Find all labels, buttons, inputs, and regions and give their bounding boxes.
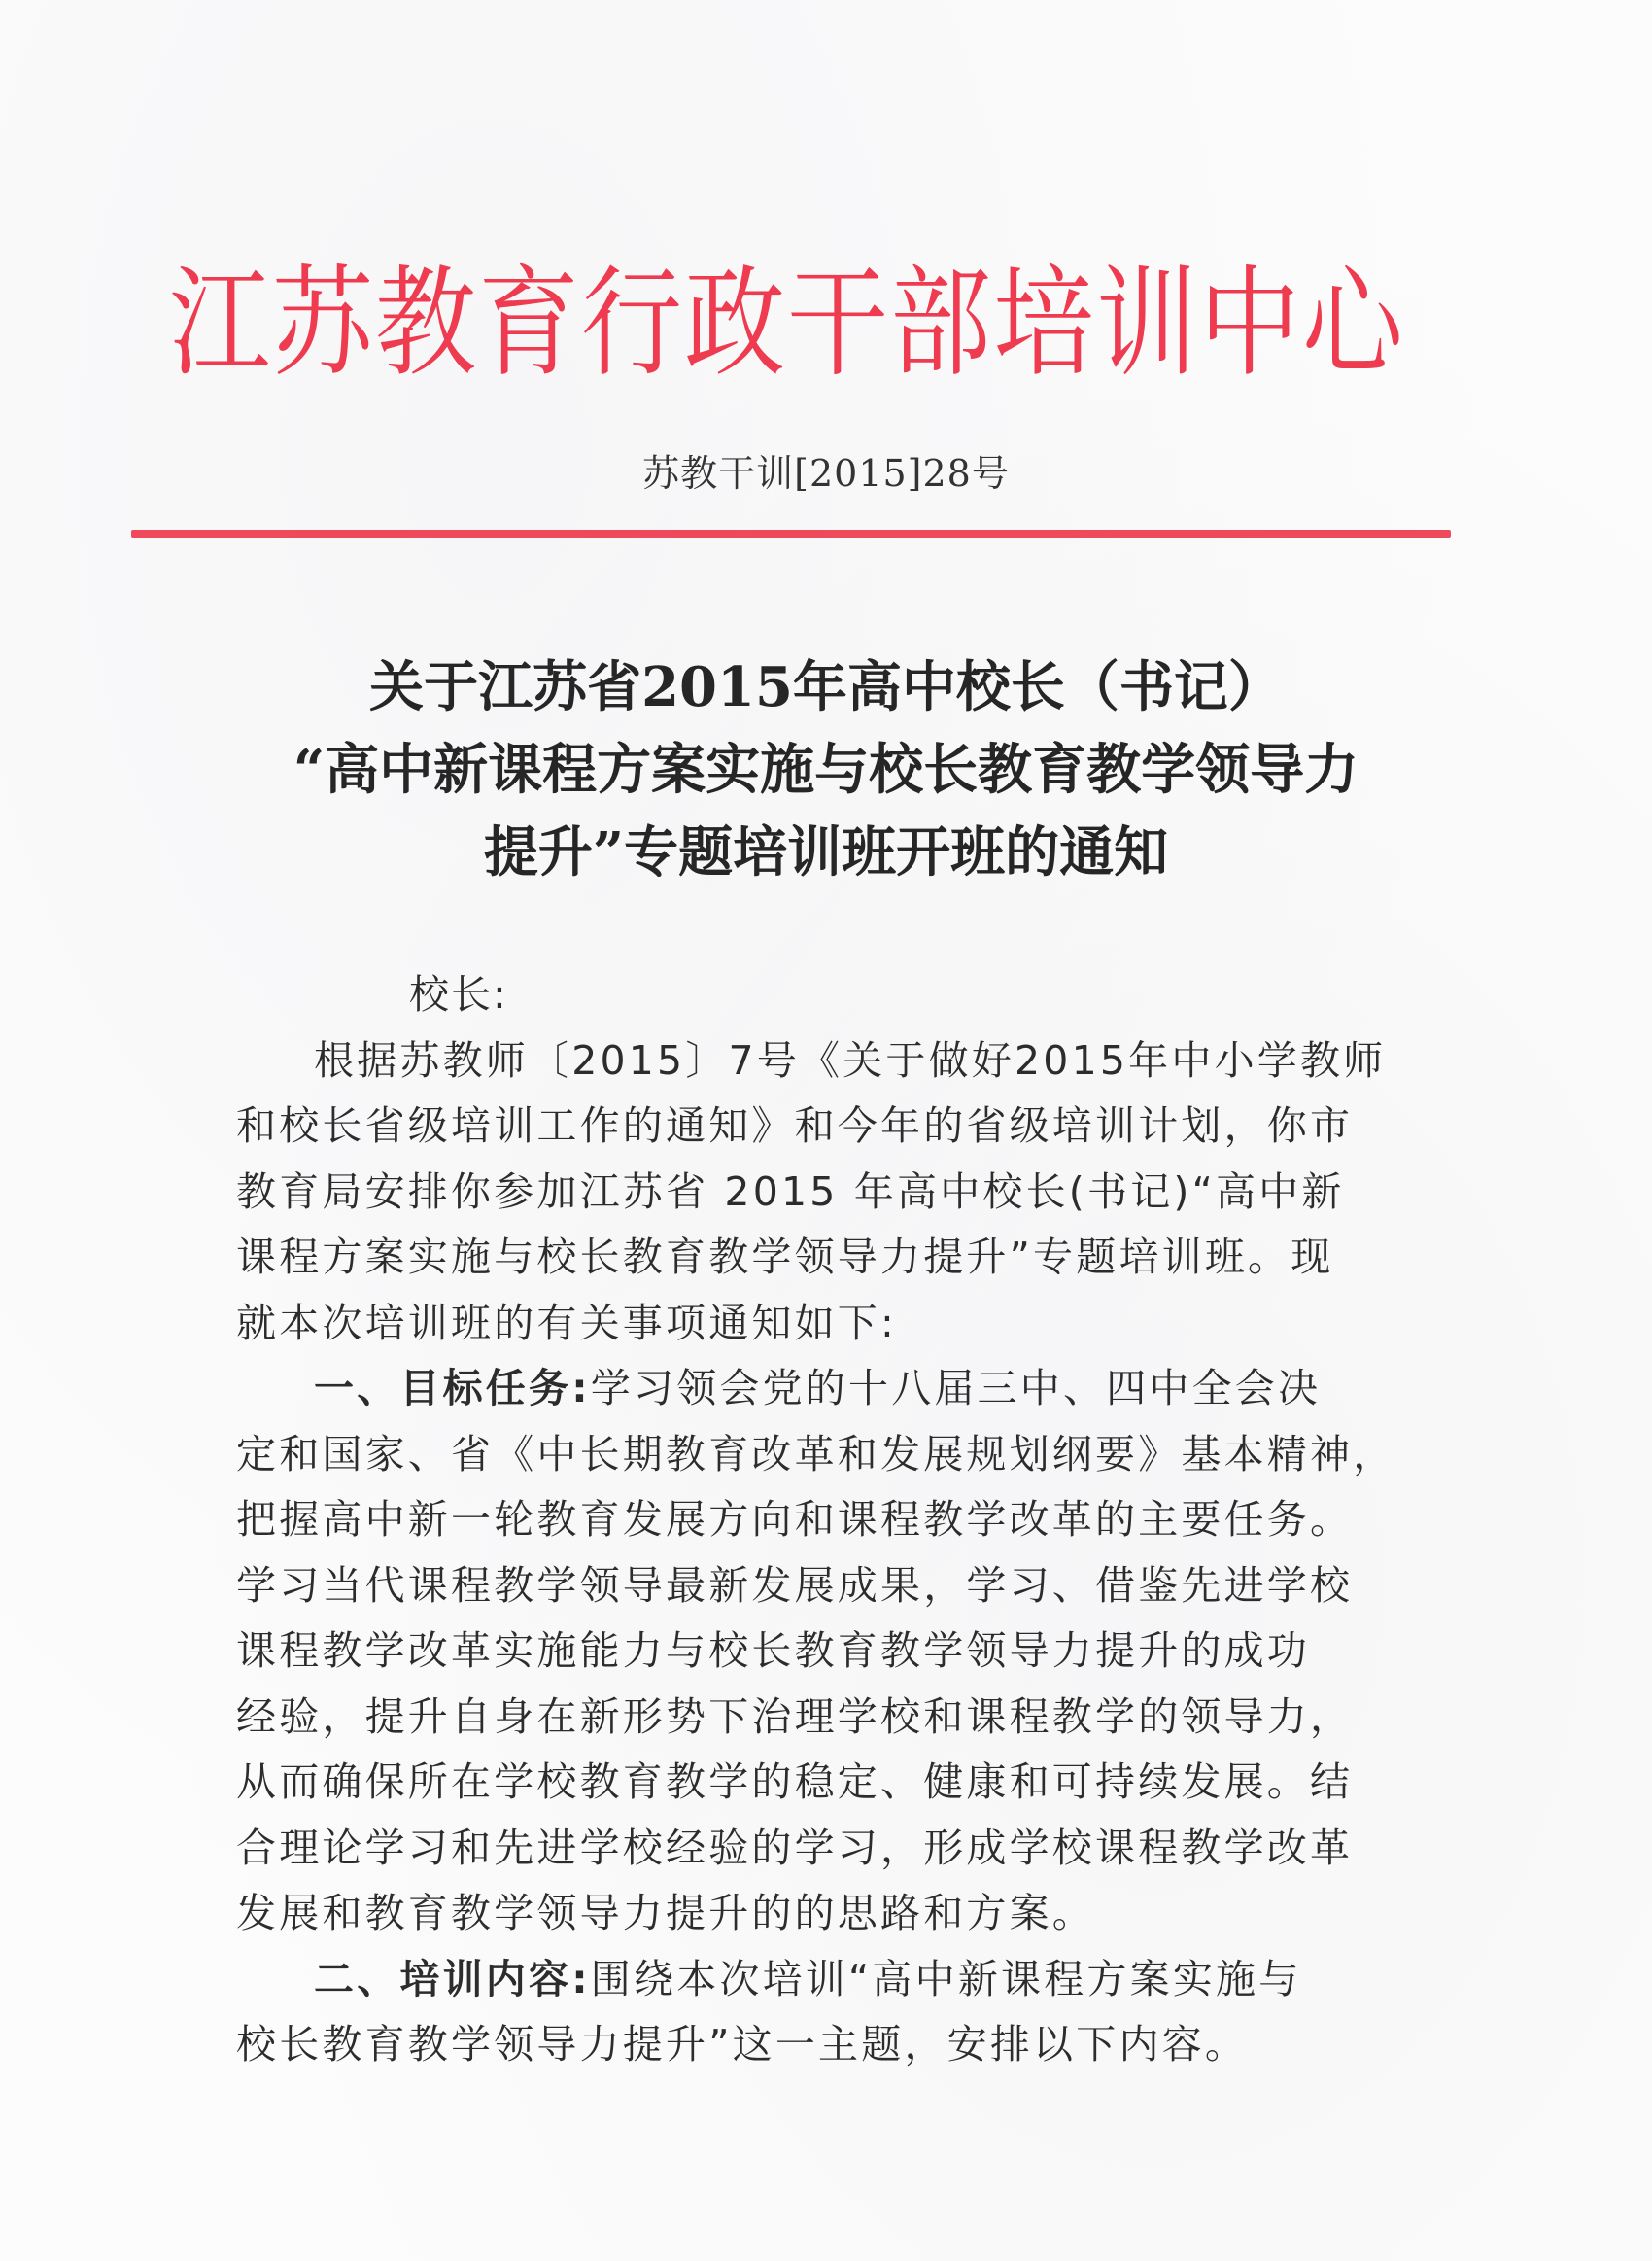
text-line: 经验，提升自身在新形势下治理学校和课程教学的领导力， (236, 1692, 1354, 1740)
text-line: 教育局安排你参加江苏省 2015 年高中校长(书记)“高中新 (236, 1167, 1345, 1215)
text-line: 课程方案实施与校长教育教学领导力提升”专题培训班。现 (236, 1234, 1334, 1280)
title-line: “高中新课程方案实施与校长教育教学领导力 (293, 738, 1359, 802)
text-line (236, 1356, 1402, 1422)
section-objectives (236, 1356, 1402, 1947)
text-line: 定和国家、省《中长期教育改革和发展规划纲要》基本精神， (236, 1430, 1396, 1478)
section-text: 围绕本次培训“高中新课程方案实施与 (590, 1955, 1302, 2002)
text-line: 从而确保所在学校教育教学的稳定、健康和可持续发展。结 (236, 1758, 1354, 1805)
text-line: 学习当代课程教学领导最新发展成果，学习、借鉴先进学校 (236, 1561, 1354, 1609)
text-line: 合理论学习和先进学校经验的学习，形成学校课程教学改革 (236, 1824, 1354, 1871)
red-divider-rule (131, 530, 1451, 538)
text-line: 发展和教育教学领导力提升的的思路和方案。 (236, 1890, 1095, 1936)
section-heading: 一、目标任务: (314, 1365, 591, 1411)
text-line: 根据苏教师〔2015〕7号《关于做好2015年中小学教师 (314, 1036, 1387, 1084)
paragraph-intro (236, 1028, 1402, 1357)
text-line (236, 1947, 1402, 2013)
document-title (146, 646, 1506, 894)
text-line: 校长教育教学领导力提升”这一主题，安排以下内容。 (236, 2021, 1249, 2068)
text-line: 和校长省级培训工作的通知》和今年的省级培训计划，你市 (236, 1102, 1354, 1149)
title-line: 提升”专题培训班开班的通知 (483, 820, 1169, 885)
letterhead-organization: 江苏教育行政干部培训中心 (168, 253, 1405, 394)
text-line: 把握高中新一轮教育发展方向和课程教学改革的主要任务。 (236, 1496, 1354, 1543)
text-line: 就本次培训班的有关事项通知如下: (236, 1299, 898, 1346)
salutation: 校长: (409, 971, 508, 1018)
title-line: 关于江苏省2015年高中校长（书记） (369, 655, 1283, 719)
section-content (236, 1947, 1402, 2078)
text-line: 课程教学改革实施能力与校长教育教学领导力提升的成功 (236, 1627, 1310, 1674)
section-heading: 二、培训内容: (314, 1955, 591, 2002)
document-body (236, 962, 1402, 2078)
document-number: 苏教干训[2015]28号 (642, 452, 1010, 495)
section-text: 学习领会党的十八届三中、四中全会决 (590, 1365, 1322, 1411)
